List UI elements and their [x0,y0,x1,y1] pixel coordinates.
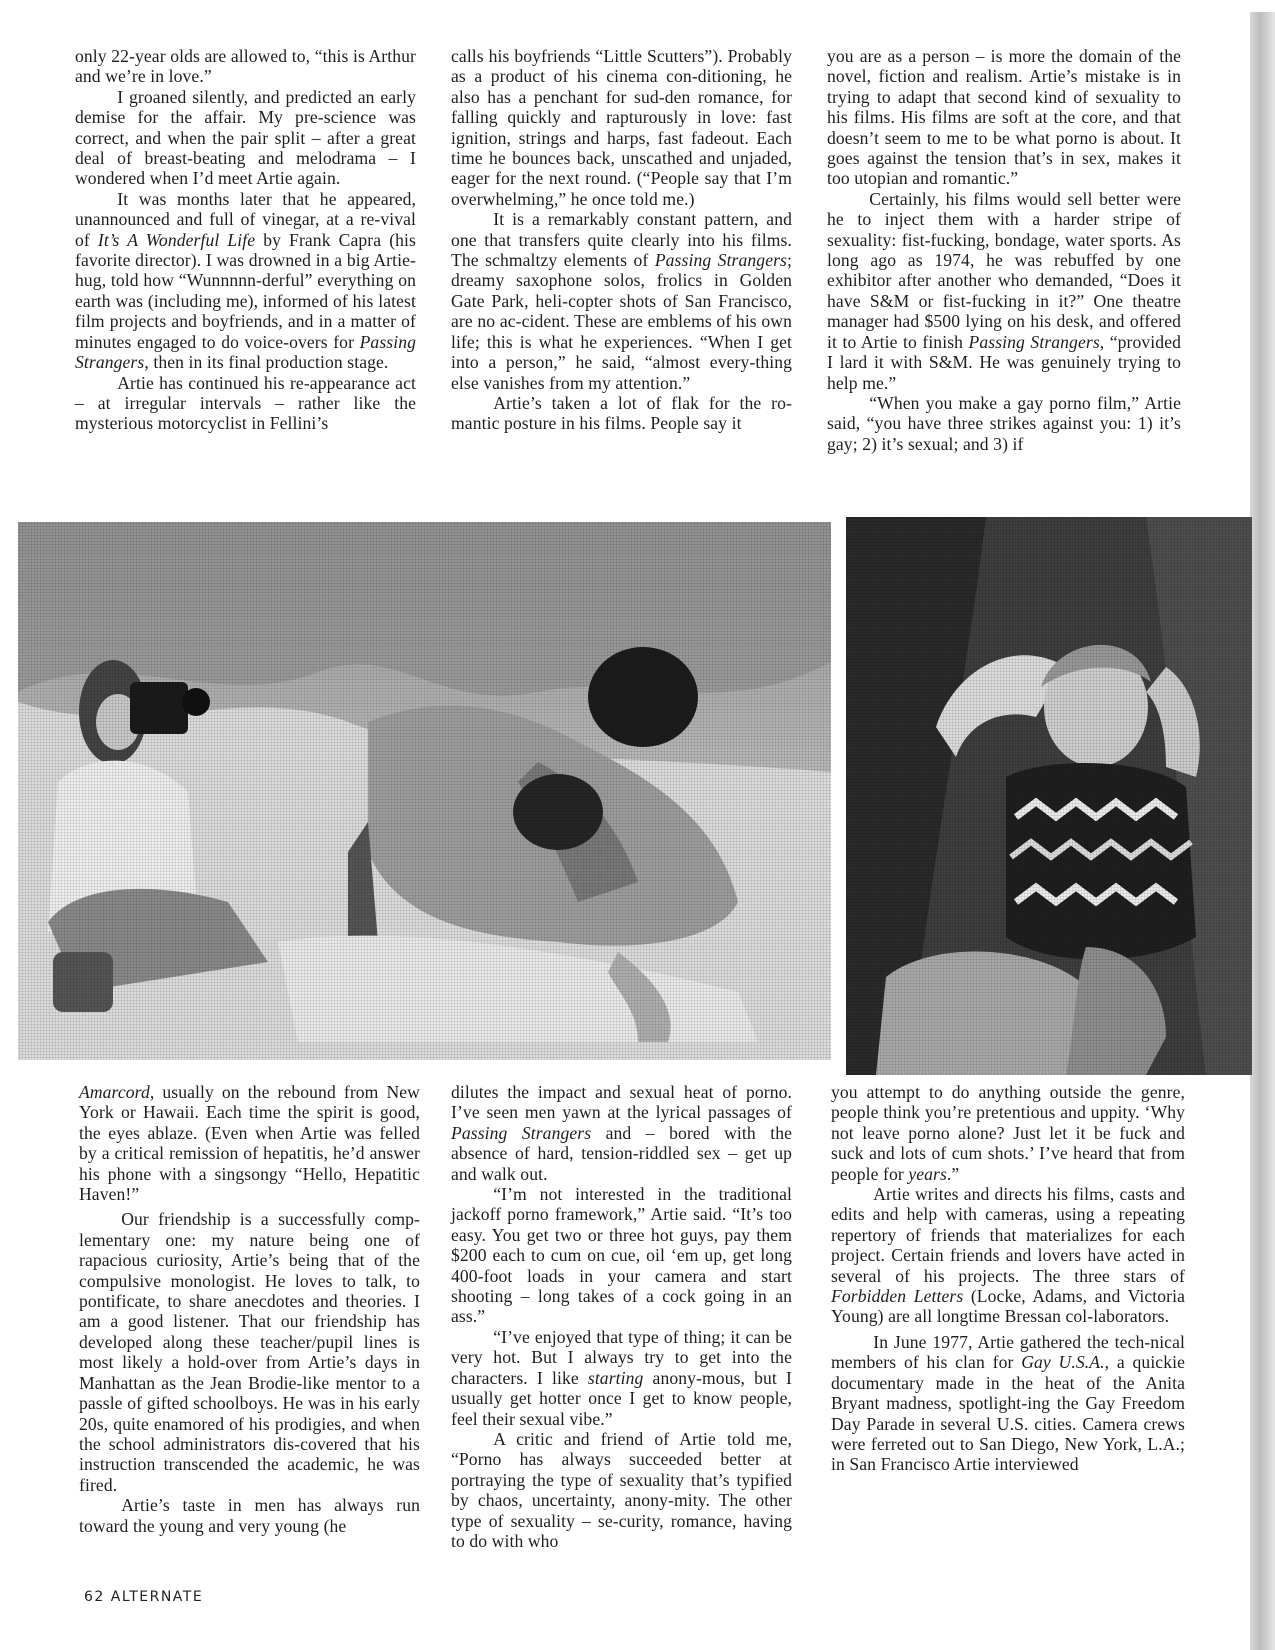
paragraph: Artie’s taste in men has always run toward the young and very young (he [79,1495,420,1536]
article-column-1-top [75,46,416,434]
film-title: It’s A Wonderful Life [97,229,256,250]
paragraph: Artie’s taken a lot of flak for the ro-mantic posture in his films. People say it [451,392,792,434]
paragraph: only 22-year olds are allowed to, “this is Arthur and we’re in love.” [75,46,416,87]
film-title: Passing Strangers [451,1122,592,1143]
paragraph: In June 1977, Artie gathered the tech-nical members of his clan for Gay U.S.A., a quickie documentary made in the heat of the Anita Bryant madness, spotlight-ing the Gay Freedom Day Parade in several U.S. cities. Camera crews were ferreted out to San Diego, New York, L.A.; in San Francisco Artie interviewed [831,1331,1186,1475]
paragraph: “When you make a gay porno film,” Artie said, “you have three strikes against you: 1) it’s gay; 2) it’s sexual; and 3) if [827,392,1181,454]
binding-gutter-shadow [1250,12,1275,1650]
paragraph: calls his boyfriends “Little Scutters”). Probably as a product of his cinema con-ditioning, he also has a penchant for sud-den romance, for falling quickly and rapturously in love: fast ignition, strings and harps, fast fadeout. Each time he bounces back, unscathed and unjaded, eager for the next round. (“People say that I’m overwhelming,” he once told me.) [451,46,792,209]
paragraph: “I’m not interested in the traditional jackoff porno framework,” Artie said. “It’s too easy. You get two or three hot guys, pay them $200 each to cum on cue, oil ‘em up, get long 400-foot loads in your camera and start shooting – long takes of a cock going in an ass.” [451,1184,792,1327]
paragraph: Amarcord, usually on the rebound from New York or Hawaii. Each time the spirit is good, the eyes ablaze. (Even when Artie was felled by a critical remission of hepatitis, he’d answer his phone with a singsongy “Hello, Hepatitic Haven!” [79,1082,420,1205]
paragraph: I groaned silently, and predicted an early demise for the affair. My pre-science was correct, and when the pair split – after a great deal of breast-beating and melodrama – I wondered when I’d meet Artie again. [75,86,416,189]
article-column-3-top [827,46,1181,454]
emphasis: starting [587,1367,644,1388]
film-title: Amarcord [79,1082,150,1102]
beach-photo-illustration [18,522,831,1060]
jeans [876,952,1086,1075]
paragraph: It is a remarkably constant pattern, and one that transfers quite clearly into his films. The schmaltzy elements of Passing Strangers; dreamy saxophone solos, frolics in Golden Gate Park, heli-copter shots of San Francisco, are no ac-cident. These are emblems of his own life; this is what he experiences. “When I get into a person,” he said, “almost every-thing else vanishes from my attention.” [451,209,792,393]
paragraph: you attempt to do anything outside the genre, people think you’re pretentious and uppity. ‘Why not leave porno alone? Just let it be fuck and suck and lots of cum shots.’ I’ve heard that from people for years.” [831,1082,1185,1184]
article-column-2-bottom [451,1082,792,1551]
paragraph: Artie has continued his re-appearance act – at irregular intervals – rather like the mysterious motorcyclist in Fellini’s [75,372,416,434]
paragraph: It was months later that he appeared, unannounced and full of vinegar, at a re-vival of It’s A Wonderful Life by Frank Capra (his favorite director). I was drowned in a big Artie-hug, told how “Wunnnnn-derful” everything on earth was (including me), informed of his latest film projects and boyfriends, and in a matter of minutes engaged to do voice-overs for Passing Strangers, then in its final production stage. [75,188,416,373]
paragraph: Certainly, his films would sell better were he to inject them with a harder stripe of sexuality: fist-fucking, bondage, water sports. As long ago as 1974, he was rebuffed by one exhibitor after another who demanded, “Does it have S&M or fist-fucking in it?” One theatre manager had $500 lying on his desk, and offered it to Artie to finish Passing Strangers, “provided I lard it with S&M. He was genuinely trying to help me.” [827,188,1181,393]
paragraph: “I’ve enjoyed that type of thing; it can be very hot. But I always try to get into the characters. I like starting anony-mous, but I usually get hotter once I get to know people, feel their sexual vibe.” [451,1326,792,1429]
film-title: Passing Strangers [654,250,787,271]
film-title: Forbidden Letters [831,1286,964,1307]
film-title: Passing Strangers [968,331,1100,352]
article-column-3-bottom [831,1082,1185,1475]
article-column-2-top [451,46,792,434]
page-folio: 62 ALTERNATE [84,1589,204,1605]
film-title: Passing Strangers [75,331,416,373]
sweater-portrait-photo [846,517,1252,1075]
paragraph: dilutes the impact and sexual heat of porno. I’ve seen men yawn at the lyrical passages of Passing Strangers and – bored with the absence of hard, tension-riddled sex – get up and walk out. [451,1082,792,1184]
paragraph: Artie writes and directs his films, casts and edits and help with cameras, using a repeating repertory of friends that materializes for each project. Certain friends and lovers have acted in several of his projects. The three stars of Forbidden Letters (Locke, Adams, and Victoria Young) are all longtime Bressan col-laborators. [831,1184,1185,1327]
paragraph: you are as a person – is more the domain of the novel, fiction and realism. Artie’s mistake is in trying to adapt that second kind of sexuality to his films. His films are soft at the core, and that doesn’t seem to me to be what porno is about. It goes against the tension that’s in sex, makes it too utopian and romantic.” [827,46,1181,189]
film-title: Gay U.S.A. [1021,1352,1105,1373]
portrait-photo-illustration [846,517,1252,1075]
emphasis: years [908,1163,947,1184]
article-column-1-bottom [79,1082,420,1536]
patterned-sweater [1006,763,1196,959]
paragraph: Our friendship is a successfully comp-lementary one: my nature being one of rapacious curiosity, Artie’s being that of the compulsive monologist. He loves to talk, to pontificate, to share anecdotes and theories. I am a good listener. That our friendship has developed along these teacher/pupil lines is most likely a hold-over from Artie’s days in Manhattan as the Jean Brodie-like mentor to a passle of gifted schoolboys. He was in his early 20s, quite enamored of his prodigies, and when the school administrators dis-covered that his instruction transcended the academic, he was fired. [79,1209,420,1495]
paragraph: A critic and friend of Artie told me, “Porno has always succeeded better at portraying the type of sexuality that’s typified by chaos, uncertainty, anony-mity. The other type of sexuality – se-curity, romance, having to do with who [451,1428,792,1551]
beach-film-shoot-photo [18,522,831,1060]
